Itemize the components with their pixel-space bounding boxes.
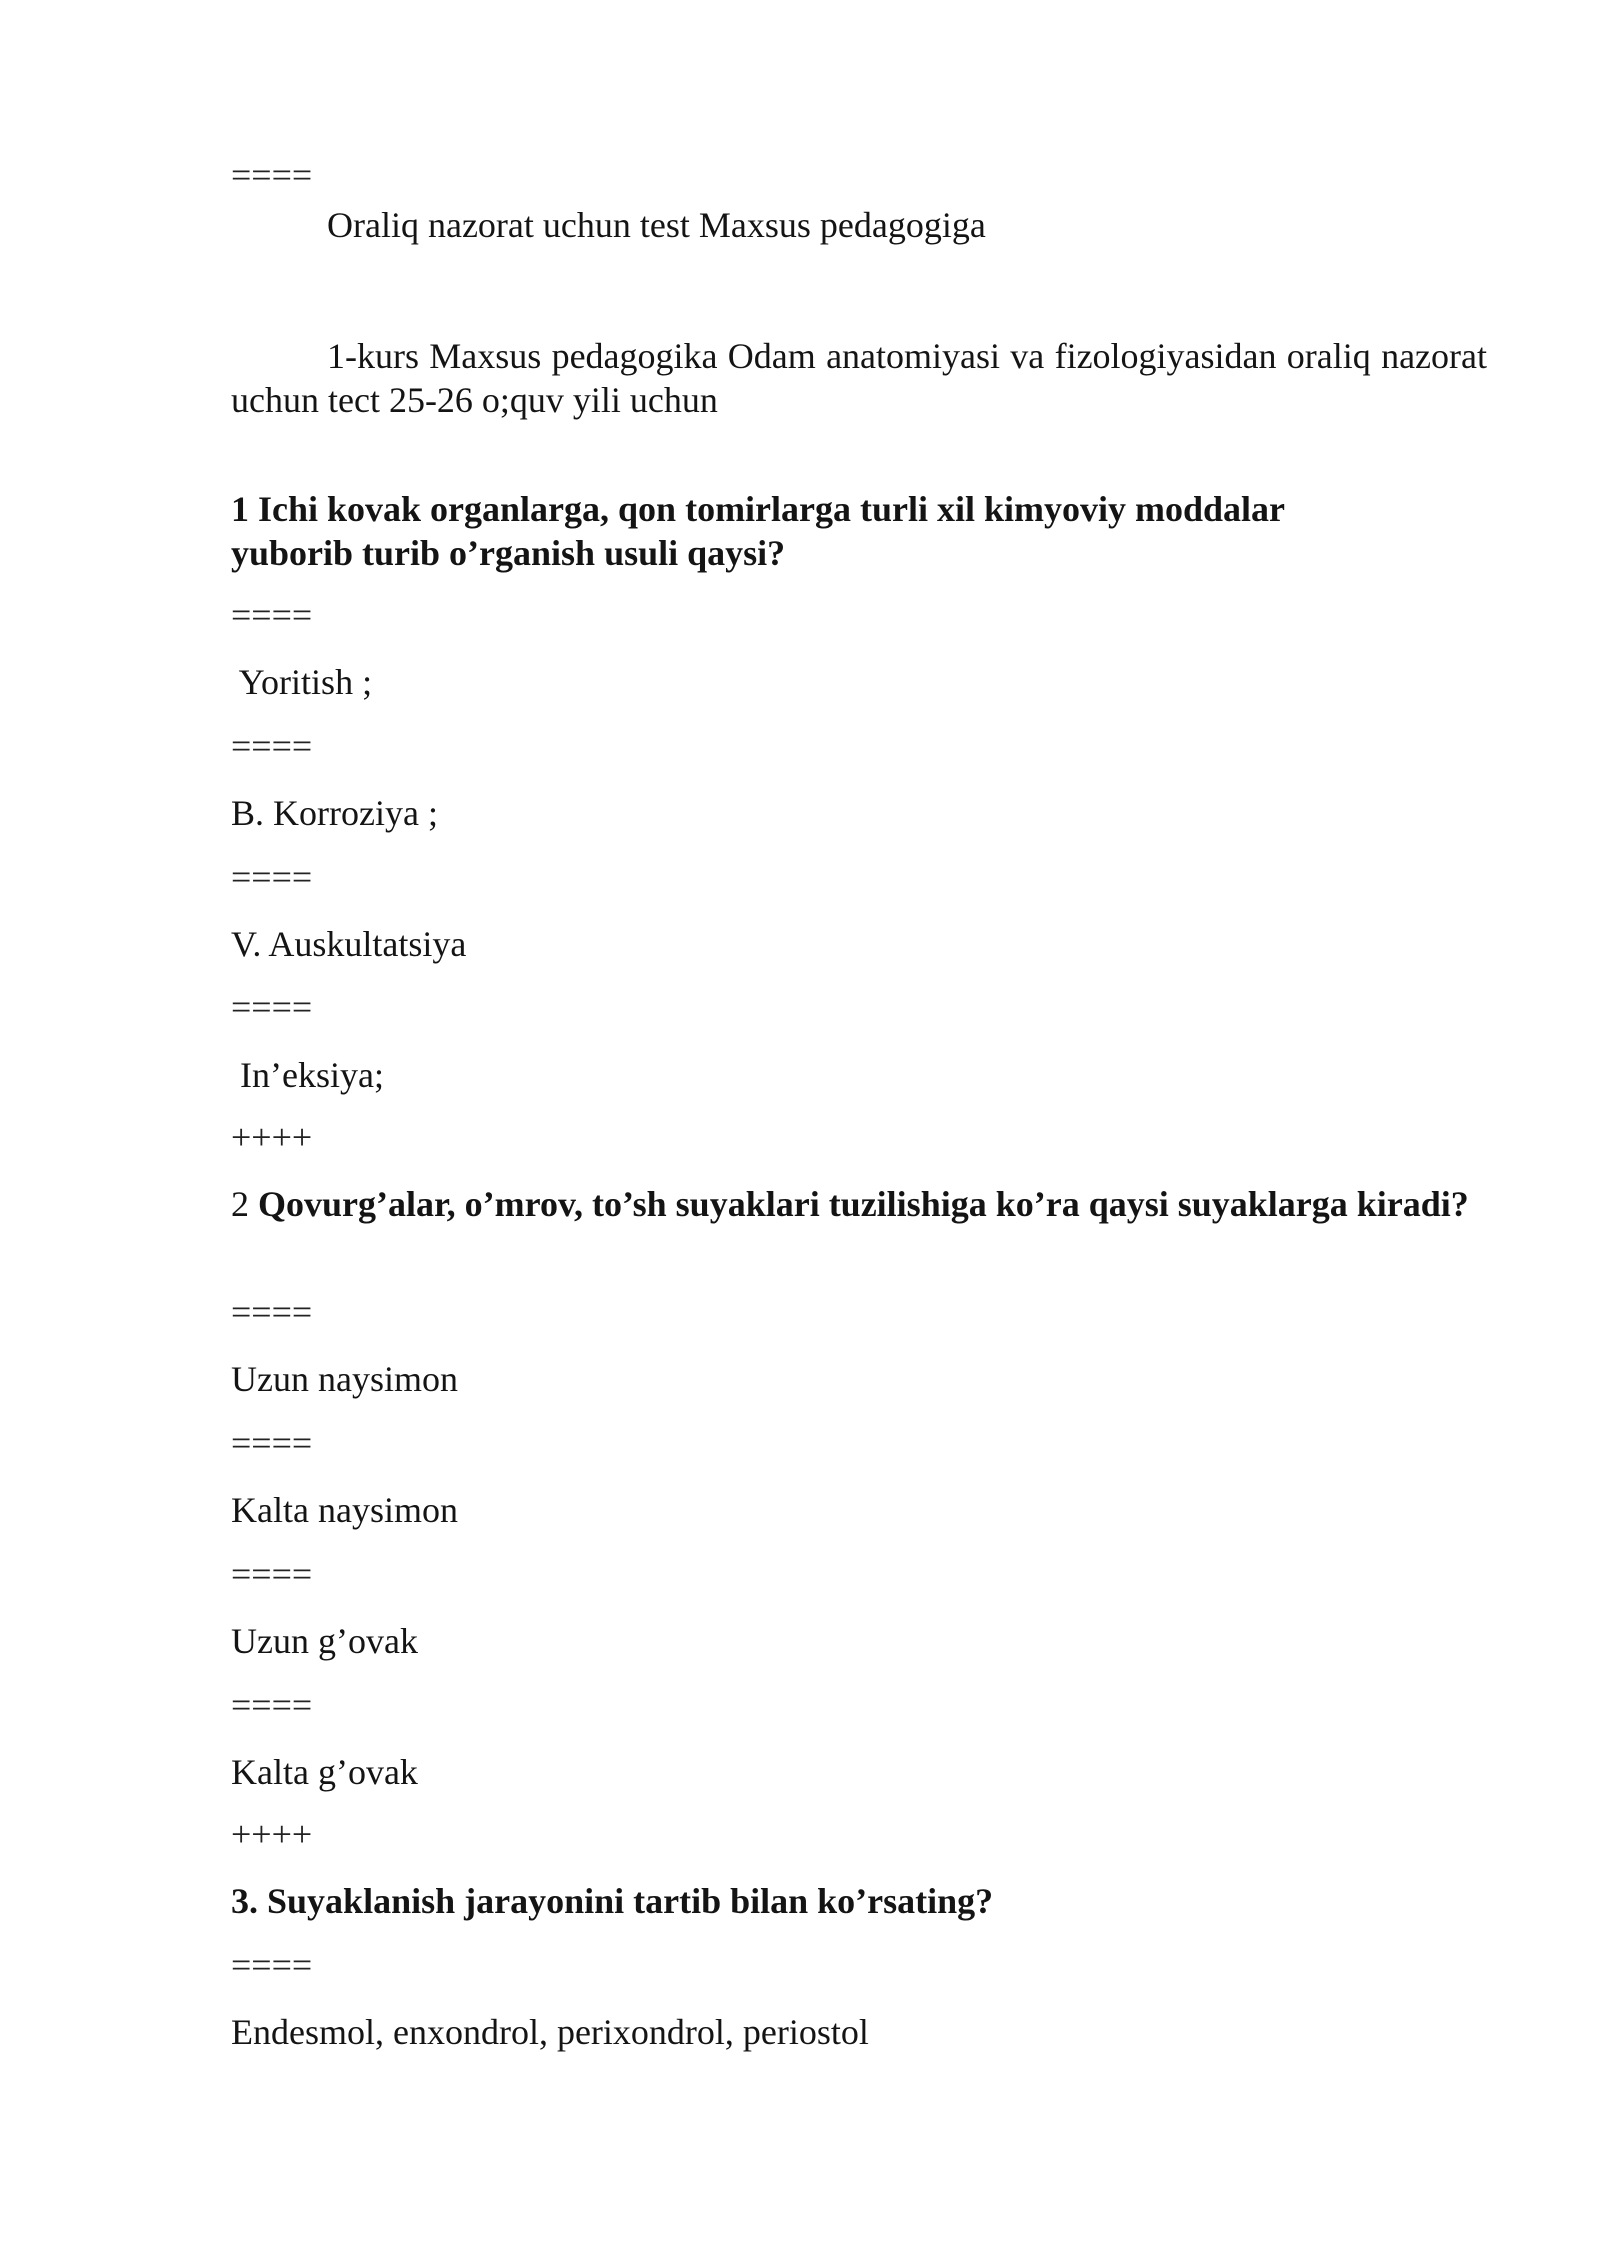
question-1-text: Ichi kovak organlarga, qon tomirlarga turli xil kimyoviy moddalar yuborib turib o’rganish usuli qaysi? <box>231 489 1286 573</box>
question-2 <box>231 1182 1487 1226</box>
end-marker: ++++ <box>231 1814 313 1854</box>
question-2-text: Qovurg’alar, o’mrov, to’sh suyaklari tuzilishiga ko’ra qaysi suyaklarga kiradi? <box>258 1184 1469 1224</box>
separator: ==== <box>231 1685 313 1725</box>
question-1-number: 1 <box>231 489 249 529</box>
separator: ==== <box>231 1423 313 1463</box>
question-3 <box>231 1879 1487 1923</box>
end-marker: ++++ <box>231 1117 313 1157</box>
separator: ==== <box>231 595 313 635</box>
question-1-option-2: B. Korroziya ; <box>231 793 438 833</box>
question-1 <box>231 487 1487 575</box>
question-2-option-3: Uzun g’ovak <box>231 1621 418 1661</box>
question-2-number: 2 <box>231 1184 249 1224</box>
question-1-option-1: Yoritish ; <box>231 662 373 702</box>
separator: ==== <box>231 155 313 195</box>
question-3-number: 3. <box>231 1881 258 1921</box>
question-2-option-1: Uzun naysimon <box>231 1359 458 1399</box>
question-2-option-4: Kalta g’ovak <box>231 1752 418 1792</box>
document-title: Oraliq nazorat uchun test Maxsus pedagogiga <box>327 205 986 245</box>
question-3-option-1: Endesmol, enxondrol, perixondrol, periostol <box>231 2012 869 2052</box>
separator: ==== <box>231 726 313 766</box>
separator: ==== <box>231 1554 313 1594</box>
separator: ==== <box>231 1945 313 1985</box>
question-3-text: Suyaklanish jarayonini tartib bilan ko’rsating? <box>267 1881 994 1921</box>
separator: ==== <box>231 857 313 897</box>
separator: ==== <box>231 1292 313 1332</box>
question-1-option-4: In’eksiya; <box>231 1055 384 1095</box>
question-1-option-3: V. Auskultatsiya <box>231 924 467 964</box>
question-2-option-2: Kalta naysimon <box>231 1490 458 1530</box>
intro-paragraph: 1-kurs Maxsus pedagogika Odam anatomiyasi va fizologiyasidan oraliq nazorat uchun tect 25-26 o;quv yili uchun <box>231 336 1487 420</box>
separator: ==== <box>231 987 313 1027</box>
